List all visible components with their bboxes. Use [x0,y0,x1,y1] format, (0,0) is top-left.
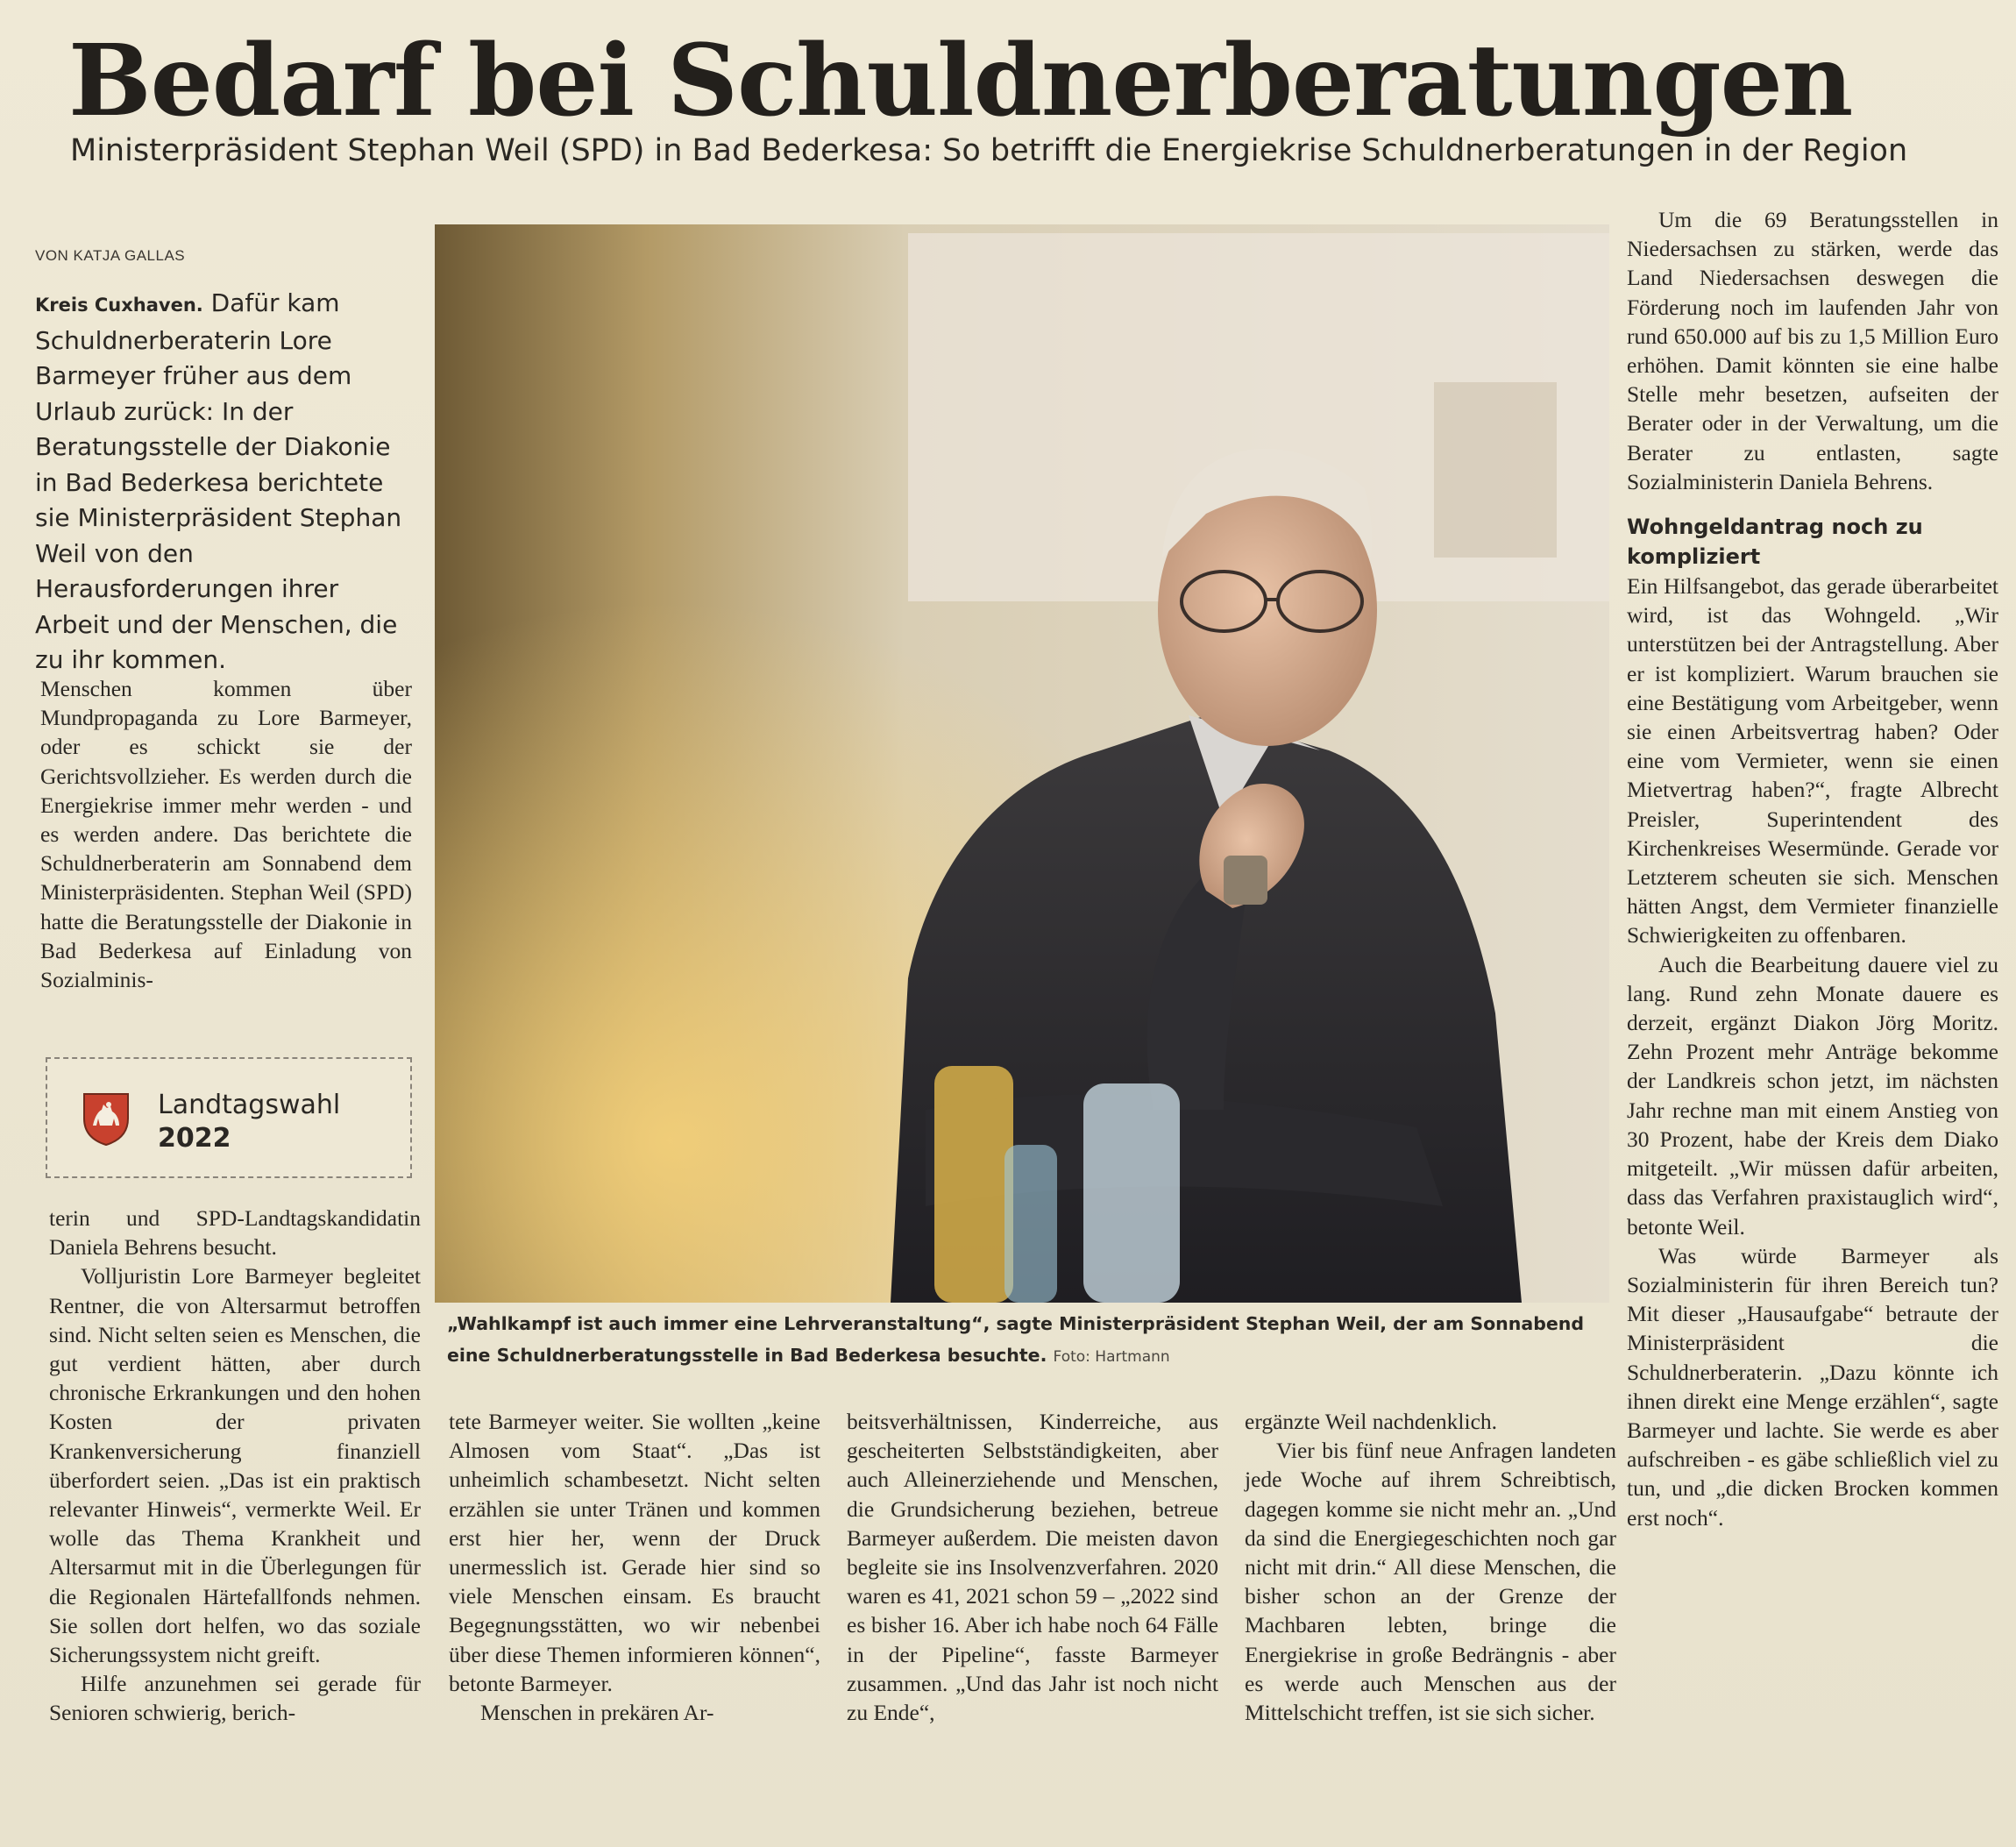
lead-paragraph [35,286,412,678]
column-1-bottom [49,1204,421,1728]
photo-caption [447,1308,1604,1373]
infobox-label: Landtagswahl [158,1090,341,1120]
column-1-top [40,674,412,994]
paragraph: Volljuristin Lore Barmeyer begleitet Rentner, die von Altersarmut betroffen sind. Nicht selten seien es Menschen, die gut verdient hätten, aber durch chronische Erkrankungen und den hohen Kosten der privaten Krankenversicherung finanziell überfordert seien. „Das ist ein praktisch relevanter Hinweis“, vermerkte Weil. Er wolle das Thema Krankheit und Altersarmut mit in die Überlegungen für die Regionalen Härtefallfonds nehmen. Sie sollen dort helfen, wo das soziale Sicherungssystem nicht greift. [49,1263,421,1668]
paragraph: Vier bis fünf neue Anfragen landeten jede Woche auf ihrem Schreibtisch, dagegen komme sie nicht mehr an. „Und da sind die Energiegeschichten noch gar nicht mit drin.“ All diese Menschen, die bisher schon an der Grenze der Machbaren lebten, bringe die Energiekrise in große Bedrängnis - aber es werde auch Menschen aus der Mittelschicht treffen, ist sie sich sicher. [1245,1438,1616,1726]
paragraph: Was würde Barmeyer als Sozialministerin für ihren Bereich tun? Mit dieser „Hausaufgabe“ betraute der Ministerpräsident die Schuldnerberaterin. „Dazu könnte ich ihnen direkt eine Menge erzählen“, sagte Barmeyer und lachte. Sie werde es aber aufschreiben - es gäbe schließlich viel zu tun, und „die dicken Brocken kommen erst noch“. [1627,1242,1998,1531]
paragraph: ergänzte Weil nachdenklich. [1245,1409,1498,1434]
paragraph: Um die 69 Beratungsstellen in Niedersachsen zu stärken, werde das Land Niedersachsen deswegen die Förderung noch im laufenden Jahr von rund 650.000 auf bis zu 1,5 Million Euro erhöhen. Damit könnten sie eine halbe Stelle mehr besetzen, aufseiten der Berater oder in der Verwaltung, um die Berater zu entlasten, sagte Sozialministerin Daniela Behrens. [1627,207,1998,494]
section-heading: Wohngeldantrag noch zu kompliziert [1627,515,1923,570]
column-4 [1245,1407,1616,1727]
paragraph: Menschen kommen über Mundpropaganda zu Lore Barmeyer, oder es schickt sie der Gerichtsvollzieher. Es werden durch die Energiekrise immer mehr werden - und es werden andere. Das berichtete die Schuldnerberaterin am Sonnabend dem Ministerpräsidenten. Stephan Weil (SPD) hatte die Beratungsstelle der Diakonie in Bad Bederkesa auf Einladung von Sozialminis- [40,676,412,993]
dateline: Kreis Cuxhaven. [35,295,203,316]
landtagswahl-infobox [46,1057,412,1178]
paragraph: Hilfe anzunehmen sei gerade für Senioren schwierig, berich- [49,1671,421,1726]
subheadline: Ministerpräsident Stephan Weil (SPD) in Bad Bederkesa: So betrifft die Energiekrise Schuldnerberatungen in der Region [70,133,1908,168]
column-right [1627,205,1998,1532]
photo-credit: Foto: Hartmann [1053,1348,1170,1366]
paragraph: beitsverhältnissen, Kinderreiche, aus gescheiterten Selbstständigkeiten, aber auch Alleinerziehende und Menschen, die Grundsicherung beziehen, betreue Barmeyer außerdem. Die meisten davon begleite sie ins Insolvenzverfahren. 2020 waren es 41, 2021 schon 59 – „2022 sind es bisher 16. Aber ich habe noch 64 Fälle in der Pipeline“, fasste Barmeyer zusammen. „Und das Jahr ist noch nicht zu Ende“, [847,1409,1218,1726]
caption-text: „Wahlkampf ist auch immer eine Lehrveranstaltung“, sagte Ministerpräsident Stephan Weil, der am Sonnabend eine Schuldnerberatungsstelle in Bad Bederkesa besuchte. [447,1313,1585,1366]
paragraph: Auch die Bearbeitung dauere viel zu lang. Rund zehn Monate dauere es derzeit, ergänzt Diakon Jörg Moritz. Zehn Prozent mehr Anträge bekomme der Landkreis schon jetzt, im nächsten Jahr rechne man mit einem Anstieg von 30 Prozent, habe der Kreis dem Diako mitgeteilt. „Wir müssen dafür arbeiten, dass das Verfahren praxistauglich wird“, betonte Weil. [1627,951,1998,1240]
byline: VON KATJA GALLAS [35,247,186,264]
photo-stephan-weil [435,224,1609,1303]
paragraph: terin und SPD-Landtagskandidatin Daniela Behrens besucht. [49,1205,421,1261]
paragraph: Ein Hilfsangebot, das gerade überarbeitet wird, ist das Wohngeld. „Wir unterstützen bei der Antragstellung. Aber er ist kompliziert. Warum brauchen sie eine Bestätigung vom Arbeitgeber, wenn sie einen Arbeitsvertrag haben? Oder eine vom Vermieter, wenn sie einen Mietvertrag haben?“, fragte Albrecht Preisler, Superintendent des Kirchenkreises Wesermünde. Gerade vor Letzterem scheuten sie sich. Menschen hätten Angst, dem Vermieter finanzielle Schwierigkeiten zu offenbaren. [1627,573,1998,948]
column-2 [449,1407,820,1727]
infobox-text [158,1089,340,1155]
headline: Bedarf bei Schuldnerberatungen [68,24,1853,139]
lower-saxony-crest-icon [82,1092,130,1147]
column-3 [847,1407,1218,1727]
lead-text: Dafür kam Schuldnerberaterin Lore Barmeyer früher aus dem Urlaub zurück: In der Beratungsstelle der Diakonie in Bad Bederkesa berichtete sie Ministerpräsident Stephan Weil von den Herausforderungen ihrer Arbeit und der Menschen, die zu ihr kommen. [35,288,402,674]
paragraph: Menschen in prekären Ar- [480,1700,714,1726]
infobox-year: 2022 [158,1123,231,1154]
paragraph: tete Barmeyer weiter. Sie wollten „keine Almosen vom Staat“. „Das ist unheimlich schambesetzt. Nicht selten erzählen sie unter Tränen und kommen erst hier her, wenn der Druck unermesslich ist. Gerade hier sind so viele Menschen einsam. Es braucht Begegnungsstätten, wo wir nebenbei über diese Themen informieren können“, betonte Barmeyer. [449,1409,820,1696]
